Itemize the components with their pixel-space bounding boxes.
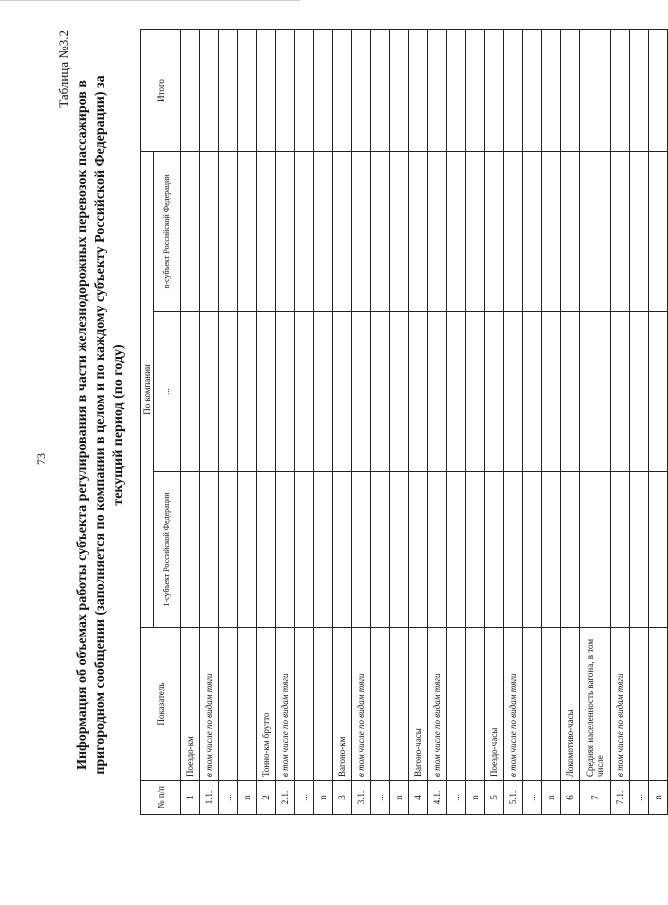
empty-cell — [238, 472, 257, 628]
empty-cell — [428, 29, 447, 151]
header-dots: ... — [154, 312, 181, 472]
table-label: Таблица №3.2 — [56, 30, 71, 108]
empty-cell — [200, 472, 219, 628]
empty-cell — [390, 312, 409, 472]
header-region-1: 1-субъект Российской Федерации — [154, 472, 181, 628]
row-indicator: Поездо-часы — [485, 628, 504, 781]
empty-cell — [181, 29, 200, 151]
table-row — [466, 29, 485, 814]
empty-cell — [295, 312, 314, 472]
table-row — [352, 29, 371, 814]
empty-cell — [352, 472, 371, 628]
table-row — [580, 29, 611, 814]
empty-cell — [352, 151, 371, 311]
empty-cell — [219, 312, 238, 472]
row-number: ... — [447, 781, 466, 815]
empty-cell — [314, 29, 333, 151]
empty-cell — [580, 151, 611, 311]
row-indicator — [371, 628, 390, 781]
table-row — [428, 29, 447, 814]
empty-cell — [200, 151, 219, 311]
header-group: По компании — [141, 151, 154, 627]
empty-cell — [390, 29, 409, 151]
empty-cell — [219, 472, 238, 628]
empty-cell — [238, 29, 257, 151]
row-indicator: Локомотиво-часы — [561, 628, 580, 781]
row-indicator: в том числе по видам тяги — [428, 628, 447, 781]
empty-cell — [371, 472, 390, 628]
empty-cell — [181, 312, 200, 472]
row-indicator — [238, 628, 257, 781]
empty-cell — [409, 151, 428, 311]
row-number: 6 — [561, 781, 580, 815]
empty-cell — [580, 312, 611, 472]
empty-cell — [542, 29, 561, 151]
table-row — [181, 29, 200, 814]
empty-cell — [333, 151, 352, 311]
empty-cell — [428, 151, 447, 311]
empty-cell — [219, 29, 238, 151]
row-indicator: Вагоно-км — [333, 628, 352, 781]
table-row — [409, 29, 428, 814]
empty-cell — [649, 312, 668, 472]
row-indicator — [219, 628, 238, 781]
row-number: ... — [371, 781, 390, 815]
empty-cell — [314, 472, 333, 628]
table-row — [447, 29, 466, 814]
empty-cell — [485, 29, 504, 151]
empty-cell — [428, 472, 447, 628]
table-row — [295, 29, 314, 814]
row-indicator — [314, 628, 333, 781]
empty-cell — [580, 29, 611, 151]
row-number: 5.1. — [504, 781, 523, 815]
header-region-n: n-субъект Российской Федерации — [154, 151, 181, 311]
empty-cell — [238, 312, 257, 472]
empty-cell — [276, 312, 295, 472]
table-row — [333, 29, 352, 814]
empty-cell — [200, 312, 219, 472]
table-title: Информация об объемах работы субъекта регулирования в части железнодорожных перевозок пассажиров в пригородном сообщении (заполняется по компании в целом и по каждому субъекту Российской Федерации) за текущий период (по году) — [75, 75, 126, 775]
row-indicator — [523, 628, 542, 781]
empty-cell — [649, 472, 668, 628]
empty-cell — [276, 472, 295, 628]
empty-cell — [333, 29, 352, 151]
empty-cell — [611, 472, 630, 628]
empty-cell — [561, 312, 580, 472]
empty-cell — [295, 151, 314, 311]
empty-cell — [447, 312, 466, 472]
empty-cell — [542, 312, 561, 472]
empty-cell — [333, 472, 352, 628]
row-indicator — [466, 628, 485, 781]
empty-cell — [333, 312, 352, 472]
empty-cell — [485, 312, 504, 472]
empty-cell — [466, 151, 485, 311]
row-indicator: Тонно-км брутто — [257, 628, 276, 781]
empty-cell — [257, 29, 276, 151]
empty-cell — [181, 151, 200, 311]
row-number: n — [390, 781, 409, 815]
empty-cell — [649, 151, 668, 311]
row-indicator: Средняя населенность вагона, в том числе — [580, 628, 611, 781]
empty-cell — [523, 312, 542, 472]
table-row — [485, 29, 504, 814]
table-row — [561, 29, 580, 814]
table-row — [371, 29, 390, 814]
empty-cell — [485, 472, 504, 628]
empty-cell — [630, 29, 649, 151]
row-indicator — [295, 628, 314, 781]
empty-cell — [447, 472, 466, 628]
empty-cell — [542, 472, 561, 628]
empty-cell — [611, 312, 630, 472]
row-number: ... — [219, 781, 238, 815]
empty-cell — [390, 151, 409, 311]
empty-cell — [200, 29, 219, 151]
empty-cell — [630, 151, 649, 311]
empty-cell — [447, 29, 466, 151]
row-indicator — [447, 628, 466, 781]
empty-cell — [257, 151, 276, 311]
empty-cell — [238, 151, 257, 311]
row-number: ... — [630, 781, 649, 815]
empty-cell — [630, 312, 649, 472]
empty-cell — [523, 151, 542, 311]
header-num: № п/п — [141, 781, 181, 815]
header-indicator: Показатель — [141, 628, 181, 781]
row-indicator: в том числе по видам тяги — [352, 628, 371, 781]
empty-cell — [409, 312, 428, 472]
empty-cell — [295, 472, 314, 628]
page-number: 73 — [34, 453, 48, 465]
empty-cell — [466, 312, 485, 472]
row-indicator: в том числе по видам тяги — [276, 628, 295, 781]
row-number: 4.1. — [428, 781, 447, 815]
empty-cell — [352, 312, 371, 472]
table-row — [238, 29, 257, 814]
empty-cell — [580, 472, 611, 628]
empty-cell — [523, 29, 542, 151]
table-row — [649, 29, 668, 814]
table-row — [276, 29, 295, 814]
table-row — [200, 29, 219, 814]
empty-cell — [611, 29, 630, 151]
row-number: n — [649, 781, 668, 815]
row-number: 4 — [409, 781, 428, 815]
empty-cell — [561, 472, 580, 628]
row-indicator: в том числе по видам тяги — [504, 628, 523, 781]
empty-cell — [447, 151, 466, 311]
empty-cell — [181, 472, 200, 628]
empty-cell — [466, 472, 485, 628]
row-indicator — [542, 628, 561, 781]
header-total: Итого — [141, 29, 181, 151]
row-number: n — [238, 781, 257, 815]
empty-cell — [409, 472, 428, 628]
empty-cell — [371, 151, 390, 311]
empty-cell — [276, 151, 295, 311]
row-number: 3.1. — [352, 781, 371, 815]
empty-cell — [523, 472, 542, 628]
row-number: 7.1. — [611, 781, 630, 815]
table-row — [257, 29, 276, 814]
empty-cell — [314, 151, 333, 311]
table-row — [219, 29, 238, 814]
row-indicator: в том числе по видам тяги — [200, 628, 219, 781]
empty-cell — [257, 312, 276, 472]
empty-cell — [257, 472, 276, 628]
row-number: 3 — [333, 781, 352, 815]
table-row — [504, 29, 523, 814]
table-row — [314, 29, 333, 814]
empty-cell — [561, 29, 580, 151]
row-indicator: Вагоно-часы — [409, 628, 428, 781]
row-number: ... — [523, 781, 542, 815]
empty-cell — [390, 472, 409, 628]
row-indicator: Поездо-км — [181, 628, 200, 781]
table-row — [390, 29, 409, 814]
empty-cell — [611, 151, 630, 311]
empty-cell — [371, 29, 390, 151]
empty-cell — [649, 29, 668, 151]
empty-cell — [219, 151, 238, 311]
row-number: 7 — [580, 781, 611, 815]
table-row — [523, 29, 542, 814]
data-table — [140, 29, 668, 815]
empty-cell — [371, 312, 390, 472]
row-indicator — [649, 628, 668, 781]
empty-cell — [542, 151, 561, 311]
row-number: 5 — [485, 781, 504, 815]
scan-edge-line — [0, 0, 300, 1]
empty-cell — [352, 29, 371, 151]
table-row — [611, 29, 630, 814]
empty-cell — [485, 151, 504, 311]
empty-cell — [466, 29, 485, 151]
row-number: 2.1. — [276, 781, 295, 815]
table-row — [630, 29, 649, 814]
row-indicator — [630, 628, 649, 781]
row-number: ... — [295, 781, 314, 815]
empty-cell — [295, 29, 314, 151]
empty-cell — [504, 29, 523, 151]
empty-cell — [276, 29, 295, 151]
row-number: 1 — [181, 781, 200, 815]
empty-cell — [428, 312, 447, 472]
empty-cell — [409, 29, 428, 151]
empty-cell — [504, 472, 523, 628]
empty-cell — [504, 312, 523, 472]
row-indicator — [390, 628, 409, 781]
row-number: 1.1. — [200, 781, 219, 815]
row-number: n — [314, 781, 333, 815]
row-indicator: в том числе по видам тяги — [611, 628, 630, 781]
empty-cell — [314, 312, 333, 472]
row-number: 2 — [257, 781, 276, 815]
row-number: n — [466, 781, 485, 815]
empty-cell — [504, 151, 523, 311]
row-number: n — [542, 781, 561, 815]
empty-cell — [630, 472, 649, 628]
table-row — [542, 29, 561, 814]
empty-cell — [561, 151, 580, 311]
